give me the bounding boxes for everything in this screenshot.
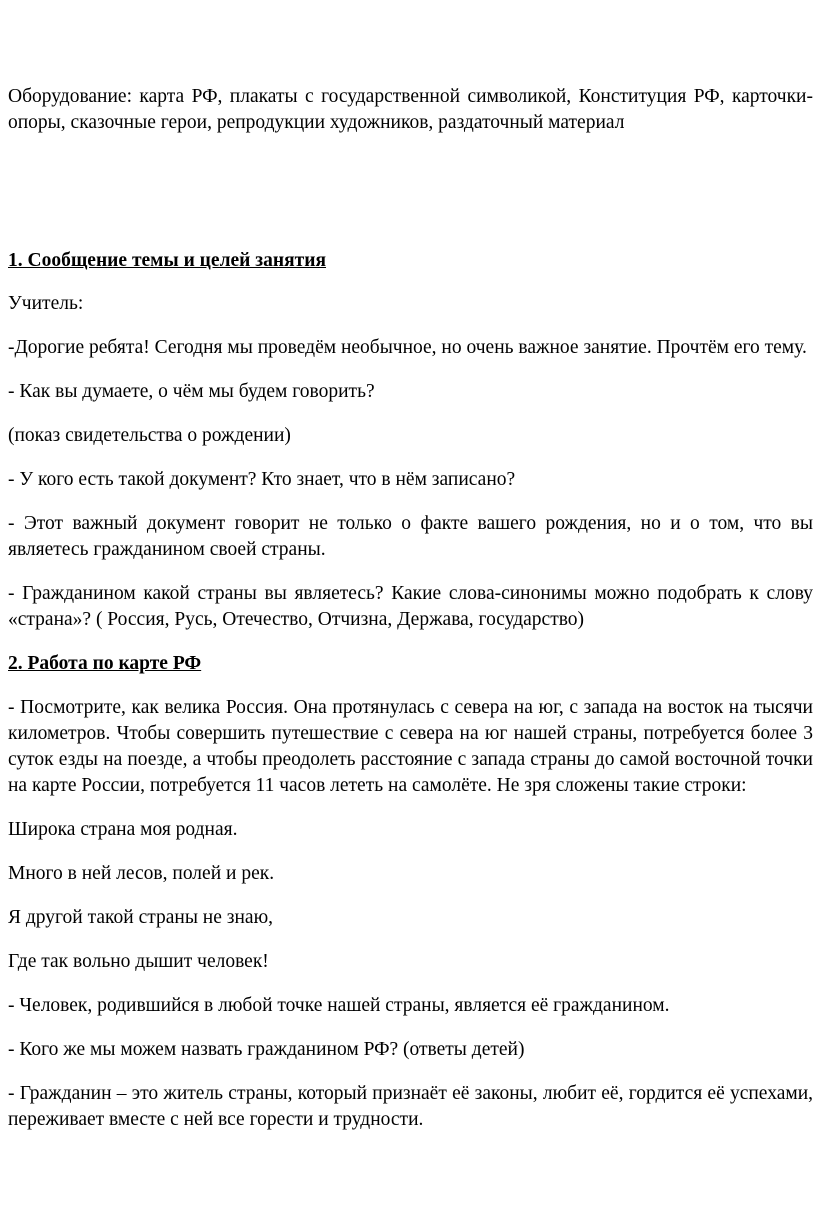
paragraph: - Кого же мы можем назвать гражданином РФ? (ответы детей)	[8, 1039, 525, 1060]
paragraph: - У кого есть такой документ? Кто знает, что в нём записано?	[8, 469, 516, 490]
paragraph: - Гражданином какой страны вы являетесь? Какие слова-синонимы можно подобрать к слову «страна»? ( Россия, Русь, Отечество, Отчизна, Держава, государство)	[8, 583, 813, 630]
equipment-paragraph: Оборудование: карта РФ, плакаты с государственной символикой, Конституция РФ, карточки-опоры, сказочные герои, репродукции художников, раздаточный материал	[8, 86, 813, 133]
poem-line: Где так вольно дышит человек!	[8, 951, 269, 972]
section-2-heading: 2. Работа по карте РФ	[8, 653, 202, 674]
poem-line: Широка страна моя родная.	[8, 819, 238, 840]
section-1-heading: 1. Сообщение темы и целей занятия	[8, 250, 327, 271]
paragraph: - Гражданин – это житель страны, который признаёт её законы, любит её, гордится её успехами, переживает вместе с ней все горести и трудности.	[8, 1083, 813, 1130]
poem-line: Много в ней лесов, полей и рек.	[8, 863, 275, 884]
paragraph: - Человек, родившийся в любой точке нашей страны, является её гражданином.	[8, 995, 670, 1016]
paragraph: - Посмотрите, как велика Россия. Она протянулась с севера на юг, с запада на восток на тысячи километров. Чтобы совершить путешествие с севера на юг нашей страны, потребуется более 3 суток езды на поезде, а чтобы преодолеть расстояние с запада страны до самой восточной точки на карте России, потребуется 11 часов лететь на самолёте. Не зря сложены такие строки:	[8, 697, 813, 796]
paragraph: - Этот важный документ говорит не только о факте вашего рождения, но и о том, что вы являетесь гражданином своей страны.	[8, 513, 813, 560]
paragraph: (показ свидетельства о рождении)	[8, 425, 291, 446]
paragraph: -Дорогие ребята! Сегодня мы проведём необычное, но очень важное занятие. Прочтём его тему.	[8, 337, 807, 358]
poem-line: Я другой такой страны не знаю,	[8, 907, 274, 928]
teacher-label: Учитель:	[8, 293, 84, 314]
paragraph: - Как вы думаете, о чём мы будем говорить?	[8, 381, 375, 402]
